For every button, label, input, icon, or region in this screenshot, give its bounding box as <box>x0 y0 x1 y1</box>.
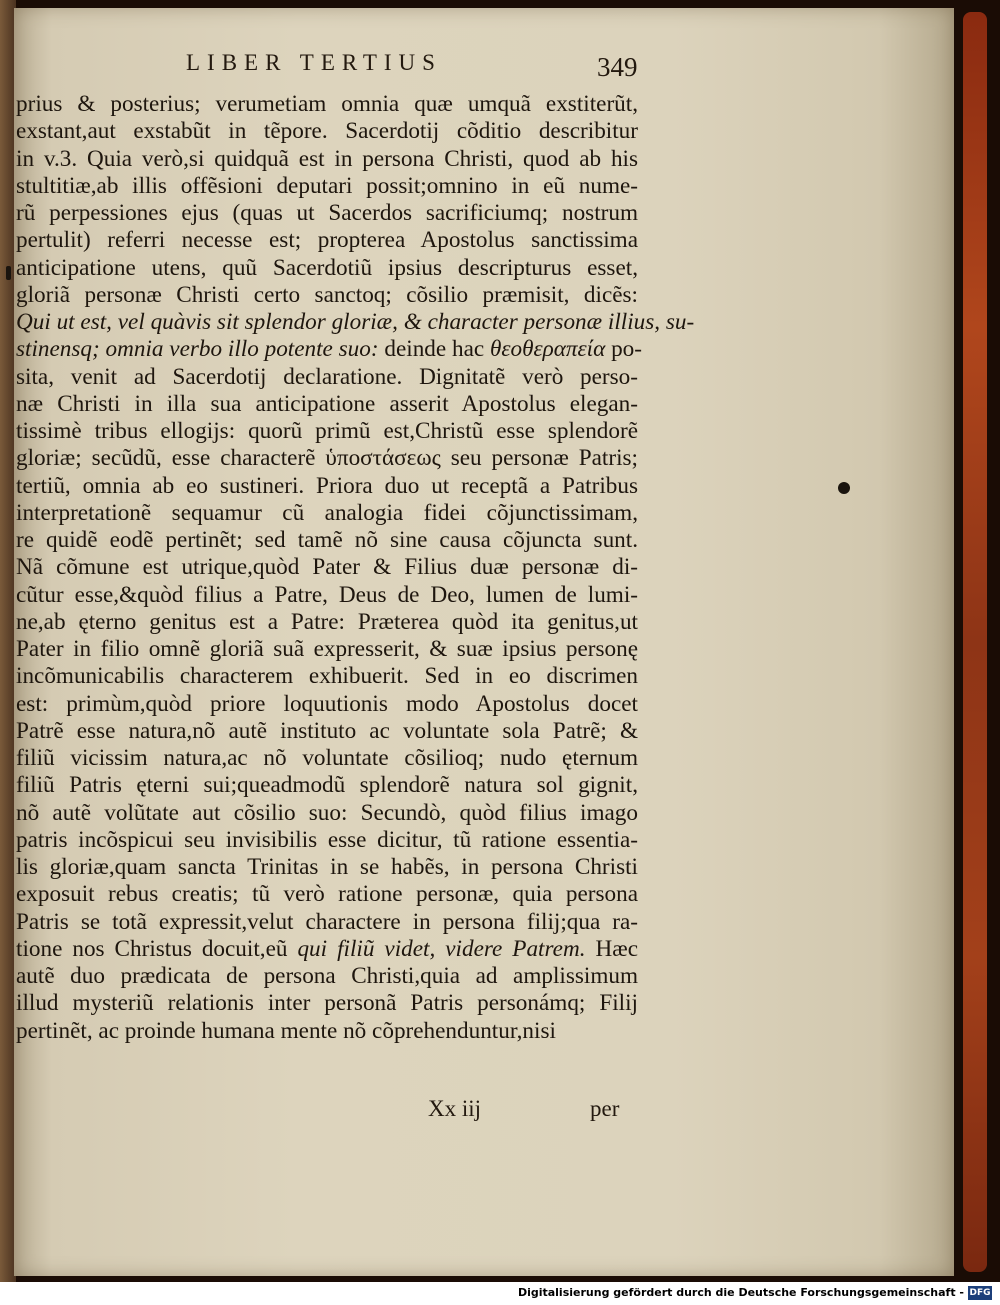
text-line: exposuit rebus creatis; tũ verò ratione personæ, quia persona <box>16 881 638 908</box>
text-line: incõmunicabilis characterem exhibuerit. Sed in eo discrimen <box>16 663 638 690</box>
dfg-logo-icon: DFG <box>969 1288 991 1298</box>
text-line: prius & posterius; verumetiam omnia quæ umquã exstiterũt, <box>16 91 638 117</box>
text-line: filiũ Patris ęterni sui;queadmodũ splendorẽ natura sol gignit, <box>16 772 638 799</box>
mixed-text-line <box>16 336 642 363</box>
text-line: sita, venit ad Sacerdotij declaratione. Dignitatẽ verò perso- <box>16 363 638 390</box>
text-line: est: primùm,quòd priore loquutionis modo Apostolus docet <box>16 690 638 717</box>
text-line: Patrẽ esse natura,nõ autẽ instituto ac voluntate sola Patrẽ; & <box>16 717 638 744</box>
text-line: Nã cõmune est utrique,quòd Pater & Filius duæ personæ di- <box>16 554 638 581</box>
text-line: gloriæ; secũdũ, esse characterẽ ὑποστάσεως seu personæ Patris; <box>16 445 638 472</box>
text-line: autẽ duo prædicata de persona Christi,quia ad amplissimum <box>16 963 638 989</box>
ink-spot <box>838 482 850 494</box>
text-line: exstant,aut exstabũt in tẽpore. Sacerdotij cõditio describitur <box>16 118 638 145</box>
text-span: tione nos Christus docuit,eũ <box>16 935 298 962</box>
text-line: stultitiæ,ab illis offẽsioni deputari possit;omnino in eũ nume- <box>16 172 638 199</box>
text-line: pertinẽt, ac proinde humana mente nõ cõprehenduntur,nisi <box>16 1017 556 1044</box>
text-line: patris incõspicui seu invisibilis esse dicitur, tũ ratione essentia- <box>16 826 638 853</box>
catchword: per <box>590 1096 620 1121</box>
text-line: pertulit) referri necesse est; propterea Apostolus sanctissima <box>16 227 638 254</box>
text-line: tissimè tribus ellogijs: quorũ primũ est,Christũ esse splendorẽ <box>16 418 638 444</box>
page-number: 349 <box>597 52 638 82</box>
text-line: illud mysteriũ relationis inter personã Patris personámq; Filij <box>16 990 638 1017</box>
text-line: Pater in filio omnẽ gloriã suã expresserit, & suæ ipsius personę <box>16 636 638 662</box>
text-line: nõ autẽ volũtate aut cõsilio suo: Secundò, quòd filius imago <box>16 799 638 826</box>
italic-quotation: stinensq; omnia verbo illo potente suo: <box>16 336 379 363</box>
digitization-footer <box>0 1282 1000 1305</box>
body-text <box>16 91 695 1045</box>
signature-mark: Xx iij <box>428 1096 482 1121</box>
greek-word: θεοθεραπεία <box>489 336 606 363</box>
text-line: filiũ vicissim natura,ac nõ voluntate cõsilioq; nudo ęternum <box>16 745 638 771</box>
mixed-text-line <box>16 936 638 963</box>
text-span: Hæc <box>585 935 638 962</box>
text-line: gloriã personæ Christi certo sanctoq; cõsilio præmisit, dicẽs: <box>16 281 638 308</box>
italic-quotation-line: Qui ut est, vel quàvis sit splendor gloriæ, & character personæ illius, su- <box>16 309 695 335</box>
italic-quotation: qui filiũ videt, videre Patrem. <box>297 935 586 962</box>
bookmark-ribbon <box>963 12 987 1272</box>
text-line: interpretationẽ sequamur cũ analogia fidei cõjunctissimam, <box>16 499 638 526</box>
text-line: cũtur esse,&quòd filius a Patre, Deus de Deo, lumen de lumi- <box>16 581 638 608</box>
running-head: LIBER TERTIUS <box>186 50 442 75</box>
text-line: anticipatione utens, quũ Sacerdotiũ ipsius descripturus esset, <box>16 254 638 281</box>
text-line: in v.3. Quia verò,si quidquã est in persona Christi, quod ab his <box>16 145 638 172</box>
text-span: deinde hac <box>378 336 490 363</box>
text-line: næ Christi in illa sua anticipatione asserit Apostolus elegan- <box>16 390 638 417</box>
text-line: re quidẽ eodẽ pertinẽt; sed tamẽ nõ sine causa cõjuncta sunt. <box>16 527 638 553</box>
text-span: po- <box>605 336 642 363</box>
text-line: Patris se totã expressit,velut charactere in persona filij;qua ra- <box>16 908 638 935</box>
text-line: tertiũ, omnia ab eo sustineri. Priora duo ut receptã a Patribus <box>16 472 638 499</box>
funding-notice: Digitalisierung gefördert durch die Deutsche Forschungsgemeinschaft - <box>517 1286 964 1299</box>
margin-mark <box>6 266 11 280</box>
text-line: lis gloriæ,quam sancta Trinitas in se habẽs, in persona Christi <box>16 854 638 880</box>
text-line: ne,ab ęterno genitus est a Patre: Præterea quòd ita genitus,ut <box>16 608 638 635</box>
text-line: rũ perpessiones ejus (quas ut Sacerdos sacrificiumq; nostrum <box>16 200 638 226</box>
